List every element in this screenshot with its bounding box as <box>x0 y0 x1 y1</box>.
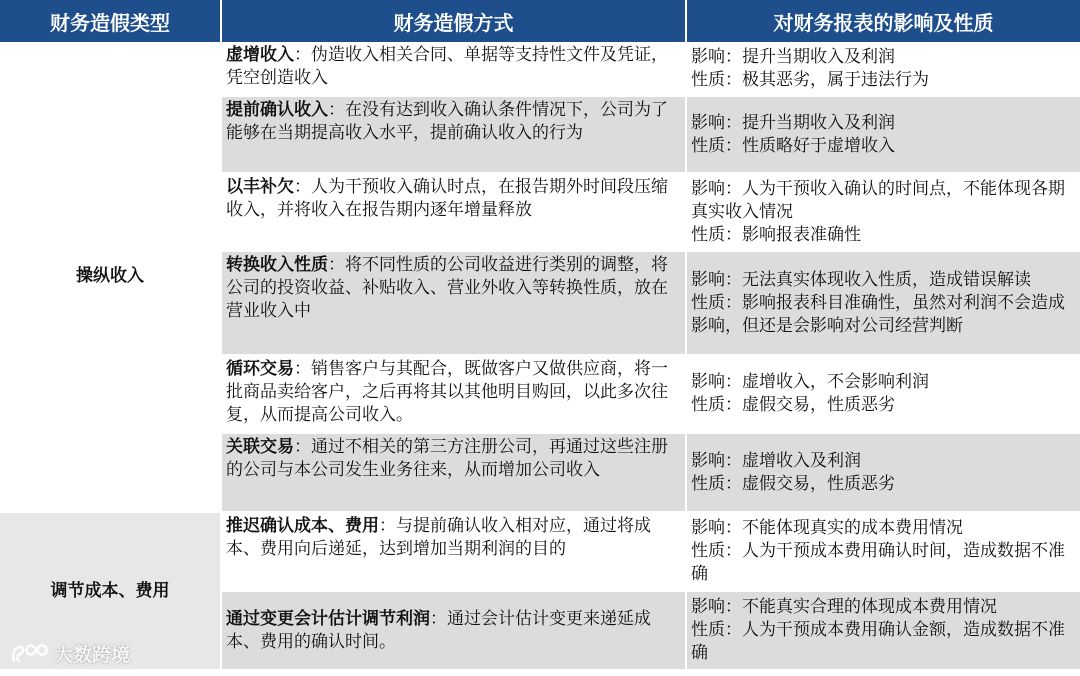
method-title: 以丰补欠 <box>226 177 294 197</box>
impact-line: 影响：无法真实体现收入性质，造成错误解读 <box>691 269 1031 290</box>
header-row <box>0 0 1080 42</box>
watermark-text: 大数跨境 <box>54 644 131 666</box>
method-title: 通过变更会计估计调节利润 <box>226 608 430 629</box>
type-cell: 调节成本、费用 <box>0 512 221 670</box>
method-cell <box>221 96 686 173</box>
impact-line: 影响：不能体现真实的成本费用情况 <box>691 518 963 538</box>
method-title: 循环交易 <box>226 359 294 379</box>
nature-line: 性质：性质略好于虚增收入 <box>691 135 895 156</box>
method-cell <box>221 512 686 591</box>
method-text: ：伪造收入相关合同、单据等支持性文件及凭证，凭空创造收入 <box>226 45 668 88</box>
impact-cell <box>686 42 1080 96</box>
impact-cell <box>686 591 1080 670</box>
impact-cell <box>686 96 1080 173</box>
impact-line: 影响：虚增收入，不会影响利润 <box>691 372 929 392</box>
impact-line: 影响：提升当期收入及利润 <box>691 46 895 67</box>
watermark-logo-icon <box>10 641 50 667</box>
method-cell <box>221 355 686 433</box>
nature-line: 性质：虚假交易，性质恶劣 <box>691 395 895 415</box>
method-title: 推迟确认成本、费用 <box>226 516 379 536</box>
nature-line: 性质：影响报表科目准确性，虽然对利润不会造成影响，但还是会影响对公司经营判断 <box>691 292 1065 336</box>
impact-line: 影响：不能真实合理的体现成本费用情况 <box>691 597 997 617</box>
impact-line: 影响：虚增收入及利润 <box>691 450 861 471</box>
method-cell <box>221 591 686 670</box>
nature-line: 性质：极其恶劣，属于违法行为 <box>691 69 929 90</box>
method-text: ：与提前确认收入相对应，通过将成本、费用向后递延，达到增加当期利润的目的 <box>226 516 651 559</box>
method-text: ：在没有达到收入确认条件情况下，公司为了能够在当期提高收入水平，提前确认收入的行为 <box>226 100 668 143</box>
method-text: ：通过会计估计变更来递延成本、费用的确认时间。 <box>226 608 651 652</box>
method-text: ：销售客户与其配合，既做客户又做供应商，将一批商品卖给客户，之后再将其以其他明目购回，以此多次往复，从而提高公司收入。 <box>226 359 668 425</box>
method-title: 关联交易 <box>226 437 294 457</box>
impact-cell <box>686 512 1080 591</box>
method-cell <box>221 433 686 512</box>
impact-cell <box>686 433 1080 512</box>
nature-line: 性质：人为干预成本费用确认金额，造成数据不准确 <box>691 620 1065 663</box>
impact-cell <box>686 251 1080 355</box>
impact-cell <box>686 173 1080 251</box>
nature-line: 性质：影响报表准确性 <box>691 224 861 245</box>
type-cell: 操纵收入 <box>0 42 221 512</box>
watermark <box>10 640 130 667</box>
method-cell <box>221 251 686 355</box>
method-title: 虚增收入 <box>226 45 294 65</box>
method-cell <box>221 42 686 96</box>
header-method: 财务造假方式 <box>221 0 686 42</box>
table-row <box>0 512 1080 591</box>
nature-line: 性质：人为干预成本费用确认时间，造成数据不准确 <box>691 541 1065 584</box>
header-type: 财务造假类型 <box>0 0 221 42</box>
method-cell <box>221 173 686 251</box>
method-title: 提前确认收入 <box>226 100 328 120</box>
impact-line: 影响：人为干预收入确认的时间点，不能体现各期真实收入情况 <box>691 178 1065 222</box>
nature-line: 性质：虚假交易，性质恶劣 <box>691 473 895 494</box>
impact-cell <box>686 355 1080 433</box>
table-row <box>0 42 1080 96</box>
header-impact: 对财务报表的影响及性质 <box>686 0 1080 42</box>
method-text: ：通过不相关的第三方注册公司，再通过这些注册的公司与本公司发生业务往来，从而增加公司收入 <box>226 437 668 480</box>
method-text: ：将不同性质的公司收益进行类别的调整，将公司的投资收益、补贴收入、营业外收入等转换性质，放在营业收入中 <box>226 255 668 321</box>
impact-line: 影响：提升当期收入及利润 <box>691 112 895 133</box>
method-title: 转换收入性质 <box>226 255 328 275</box>
method-text: ：人为干预收入确认时点，在报告期外时间段压缩收入，并将收入在报告期内逐年增量释放 <box>226 177 668 220</box>
